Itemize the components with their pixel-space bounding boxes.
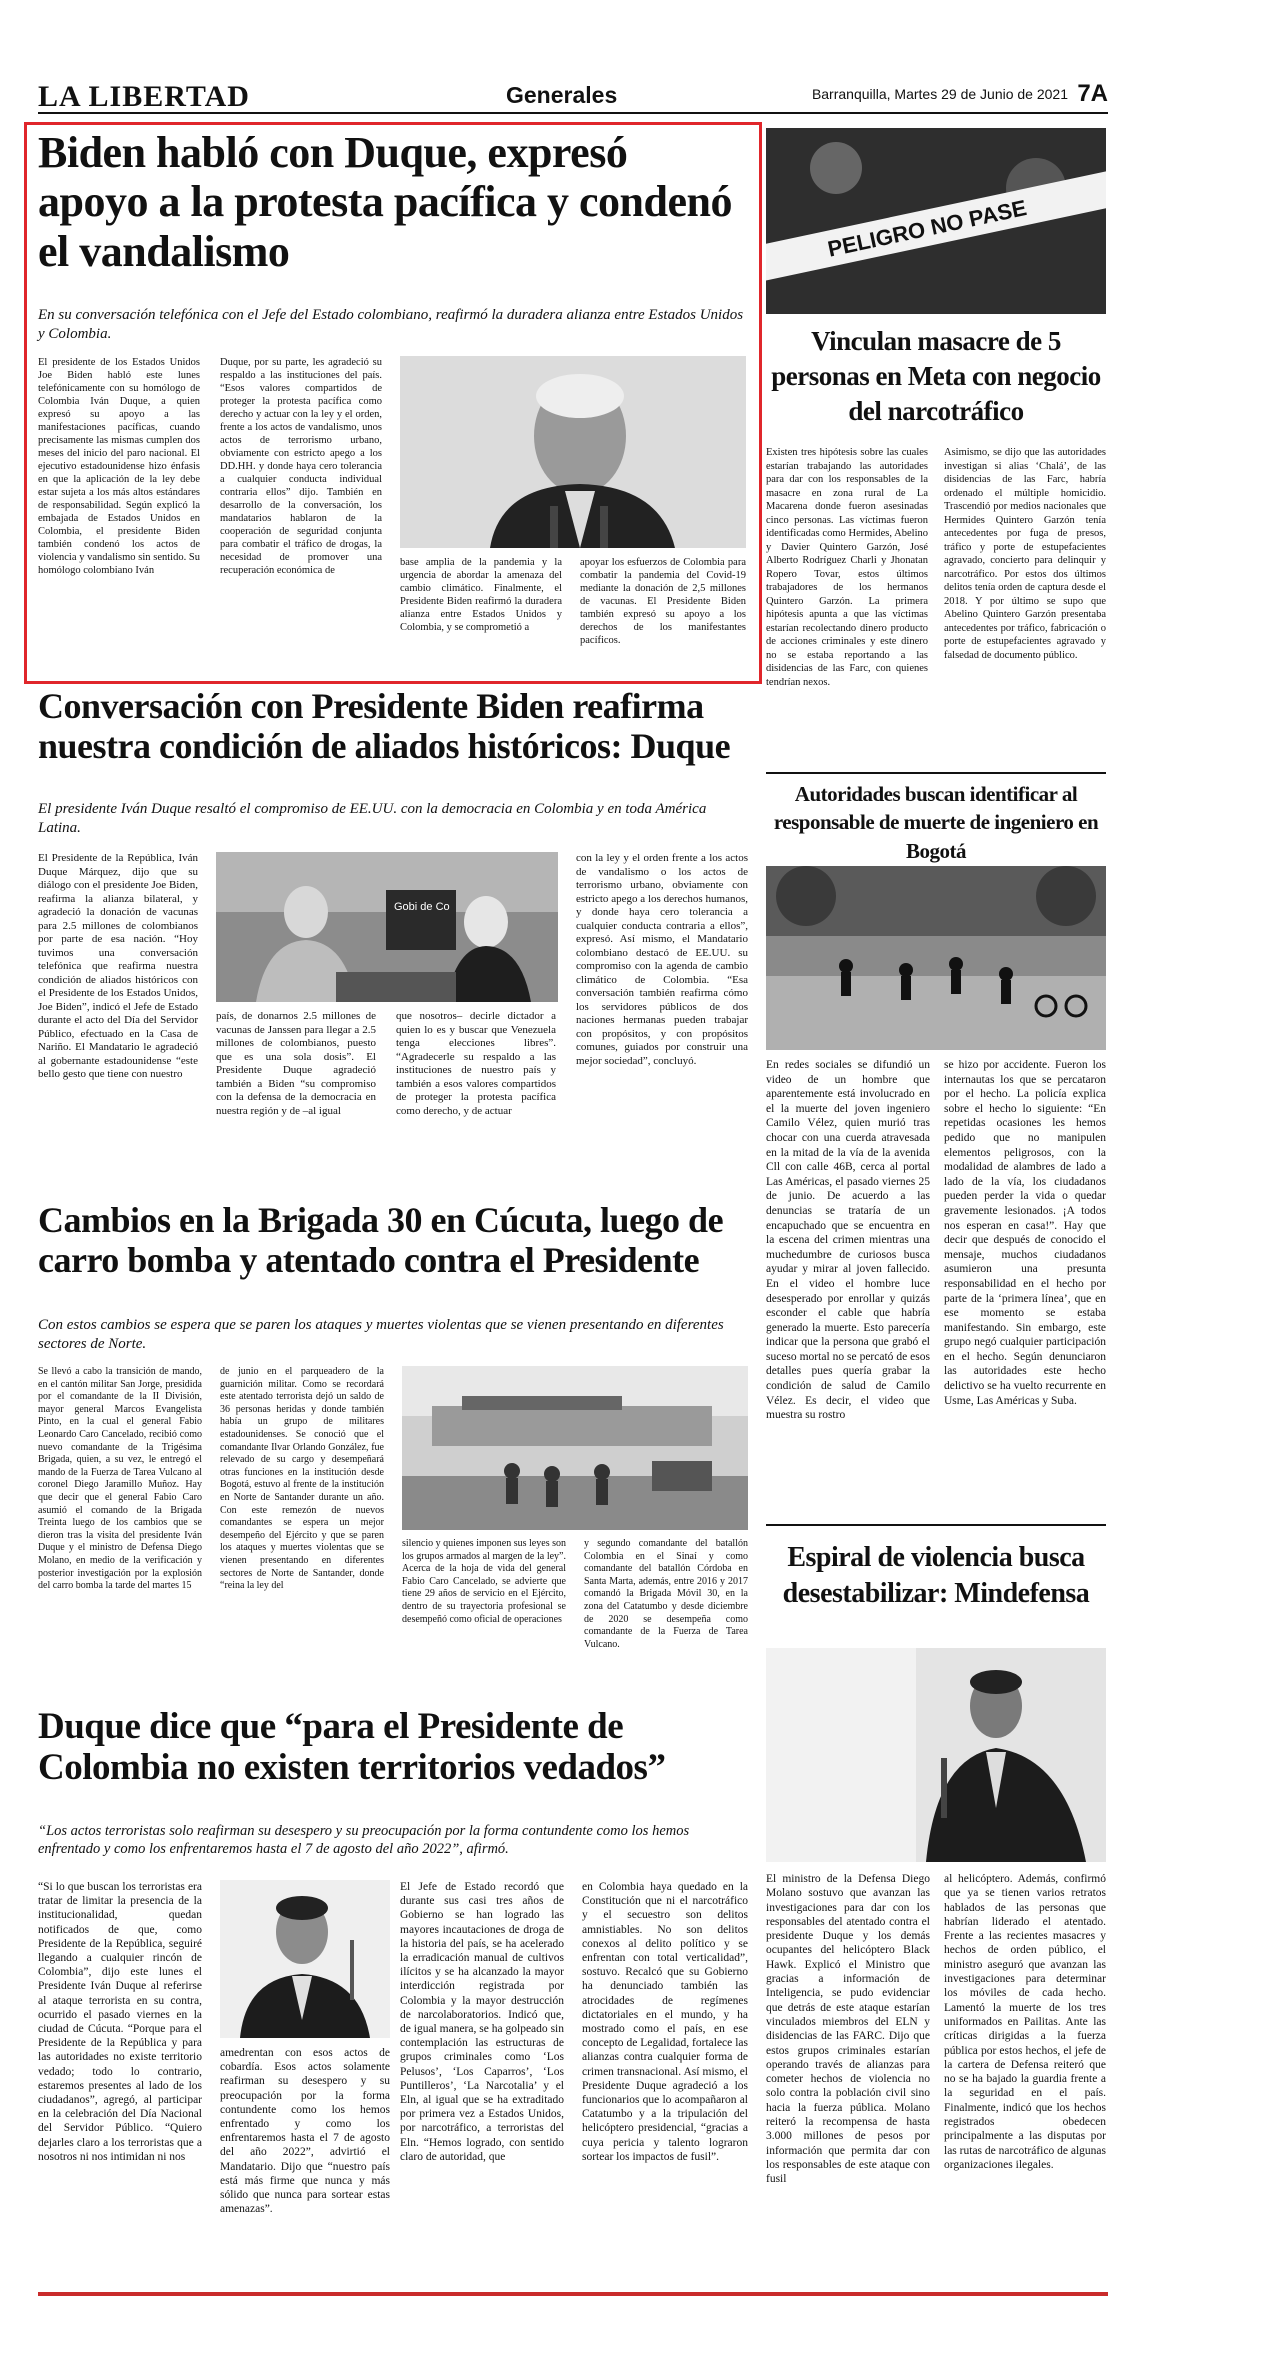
photo-biden	[400, 356, 746, 548]
issue-date: Barranquilla, Martes 29 de Junio de 2021	[811, 86, 1068, 102]
bottom-rule	[38, 2292, 1108, 2296]
body-territorios-col4: en Colombia haya quedado en la Constitución que ni el narcotráfico y el secuestro son delitos amnistiables. No son delitos conexos al delito político y se enfrentan con total verticalidad”, sostuvo. Recalcó que su Gobierno ha denunciado también las atrocidades de regímenes dictatoriales en el mundo, y ha mostrado como el país, en ese concepto de Legalidad, fortalece las alianzas contra cualquier forma de crimen transnacional. Así mismo, el Presidente Duque agradeció a los funcionarios que lo acompañaron al Catatumbo y a la tripulación del helicóptero presidencial, “gracias a cuya pericia y talento lograron sortear los impactos de fusil”.	[582, 1881, 748, 2163]
headline-biden: Biden habló con Duque, expresó apoyo a la protesta pacífica y condenó el vandalismo	[38, 128, 732, 276]
body-masacre-col2: Asimismo, se dijo que las autoridades investigan si alias ‘Chalá’, de las disidencias de las Farc, habría ordenado el múltiple homicidio. Trascendió por medios nacionales que Hermides Quintero Garzón tenía antecedentes por fuga de presos, tráfico y porte de estupefacientes agravado, concierto para delinquir y narcotráfico. Por estos dos últimos delitos tenía orden de captura desde el 2018. Y por último se supo que Abelino Quintero Garzón presentaba antecedentes por tráfico, fabricación o porte de estupefacientes agravado y falsedad de documento público.	[944, 447, 1106, 661]
photo-aliados	[216, 852, 558, 1002]
page-number: 7A	[1077, 80, 1108, 107]
street-crowd-image	[766, 866, 1106, 1050]
deck-aliados: El presidente Iván Duque resaltó el compromiso de EE.UU. con la democracia en Colombia y en toda América Latina.	[38, 801, 707, 836]
body-brigada-col1: Se llevó a cabo la transición de mando, en el cantón militar San Jorge, presidida por el comandante de la II División, mayor general Marcos Evangelista Pinto, en la cual el general Fabio Leonardo Caro Cancelado, recibió como nuevo comandante de la Trigésima Brigada, quien, a su vez, le entregó el mando de la Fuerza de Tarea Vulcano al coronel Diego Jaramillo Muñoz. Hay que decir que el general Fabio Caro asumió el comando de la Brigada Treinta luego de los cambios que se dieron tras la visita del presidente Iván Duque y el ministro de Defensa Diego Molano, en medio de la verificación y posterior investigación por la explosión del carro bomba la tarde del martes 15	[38, 1366, 202, 1592]
body-aliados-col2: país, de donarnos 2.5 millones de vacunas de Janssen para llegar a 2.5 millones de colombianos, puesto que es una sola dosis”. El Presidente Duque agradeció también a Biden “su compromiso con la defensa de la democracia en nuestra región y de –al igual	[216, 1010, 376, 1117]
body-aliados-col3: que nosotros– decirle dictador a quien lo es y buscar que Venezuela tenga elecciones libres”. “Agradecerle su respaldo a las instituciones de nuestro país y también a esos valores compartidos de proteger la protesta pacífica como derecho, y de actuar	[396, 1010, 556, 1117]
deck-brigada: Con estos cambios se espera que se paren los ataques y muertes violentas que se vienen presentando en diferentes sectores de Norte.	[38, 1317, 724, 1352]
body-territorios-col3: El Jefe de Estado recordó que durante sus casi tres años de Gobierno se han logrado las mayores incautaciones de droga de la historia del país, se ha acelerado la erradicación manual de cultivos ilícitos y se ha alcanzado la mayor interdicción registrada por Colombia y la mayor destrucción de narcolaboratorios. Indicó que, de igual manera, se ha golpeado sin contemplación las estructuras de grupos criminales como ‘Los Pelusos’, ‘Los Caparros’, ‘Los Puntilleros’, ‘La Narcotalia’ y el Eln, al igual que se ha extraditado por primera vez a Estados Unidos, por narcotráfico, a terroristas del Eln. “Hemos logrado, con sentido claro de autoridad, que	[400, 1881, 564, 2163]
headline-masacre: Vinculan masacre de 5 personas en Meta con negocio del narcotráfico	[771, 326, 1101, 427]
headline-brigada: Cambios en la Brigada 30 en Cúcuta, luego de carro bomba y atentado contra el Presidente	[38, 1200, 724, 1281]
body-territorios-col1: “Si lo que buscan los terroristas era tratar de limitar la presencia de la institucionalidad, quedan notificados de que, como Presidente de la República, seguiré llegando a cualquier rincón de Colombia”, dijo este lunes el Presidente Iván Duque al referirse al ataque terrorista en su contra, ocurrido el pasado viernes en la ciudad de Cúcuta. “Porque para el Presidente de la República y para las autoridades no existe territorio vedado; todo lo contrario, estaremos presentes al lado de los ciudadanos”, agregó, al participar en la celebración del Día Nacional del Servidor Público. “Quiero dejarles claro a los terroristas que a nosotros ni nos intimidan ni nos	[38, 1881, 202, 2163]
headline-mindefensa: Espiral de violencia busca desestabilizar: Mindefensa	[782, 1542, 1090, 1610]
section-name: Generales	[506, 82, 618, 108]
body-ingeniero-col2: se hizo por accidente. Fueron los internautas los que se percataron por el hecho. La policía explica sobre el hecho lo siguiente: “En repetidas ocasiones les hemos pedido que no manipulen elementos peligrosos, con la modalidad de alambres de lado a lado de la vía, los ciudadanos pueden perder la vida o quedar gravemente lesionados. ¡A todos nos esperan en casa!”. Hay que decir que después de conocido el mensaje, muchos ciudadanos asumieron una presunta responsabilidad en el hecho por parte de la ‘primera línea’, que en ese momento se estaba manifestando. Sin embargo, este grupo negó cualquier participación en el hecho. Según denunciaron las autoridades este hecho delictivo se ha vuelto recurrente en Usme, Las Américas y Suba.	[944, 1059, 1106, 1407]
body-mindefensa-col2: al helicóptero. Además, confirmó que ya se tienen varios retratos hablados de las personas que habrían liderado el atentado. Frente a las recientes masacres y hechos de orden público, el ministro aseguró que avanzan las investigaciones para determinar los móviles de cada hecho. Lamentó la muerte de los tres uniformados en Pailitas. Ante las críticas dirigidas a la fuerza pública por estos hechos, el jefe de la cartera de Defensa reiteró que no se ha bajado la guardia frente a la seguridad en el país. Finalmente, indicó que los hechos registrados obedecen principalmente a las disputas por las rutas de narcotráfico de algunas organizaciones ilegales.	[944, 1873, 1106, 2171]
masthead	[38, 78, 1108, 114]
divider-2	[766, 1524, 1106, 1526]
body-biden-col4: apoyar los esfuerzos de Colombia para combatir la pandemia del Covid-19 mediante la donación de 2,5 millones de vacunas. El Presidente Biden también expresó su apoyo a los derechos de los manifestantes pacíficos.	[580, 557, 746, 646]
photo-brigada	[402, 1366, 748, 1530]
deck-biden: En su conversación telefónica con el Jefe del Estado colombiano, reafirmó la duradera alianza entre Estados Unidos y Colombia.	[38, 307, 744, 342]
photo-mindefensa	[766, 1648, 1106, 1862]
tape-text: PELIGRO NO PASE	[825, 195, 1029, 262]
molano-portrait-image	[766, 1648, 1106, 1862]
body-biden-col1: El presidente de los Estados Unidos Joe Biden habló este lunes telefónicamente con su homólogo de Colombia Iván Duque, a quien expresó su apoyo a las manifestaciones pacíficas, cuando precisamente las mismas cumplen dos meses del inicio del paro nacional. El ejecutivo estadounidense hizo énfasis en que la aplicación de la ley debe estar sujeta a los más altos estándares de responsabilidad. Según explicó la embajada de Estados Unidos en Colombia, el presidente Biden también condenó los actos de violencia y vandalismo sin sentido. Su homólogo colombiano Iván	[38, 357, 200, 576]
body-ingeniero-col1: En redes sociales se difundió un video de un hombre que aparentemente está involucrado en el la muerte del joven ingeniero Camilo Vélez, quien murió tras chocar con una cuerda atravesada en la mitad de la vía de la avenida Cll con calle 46B, cerca al portal Las Américas, el pasado viernes 25 de junio. De acuerdo a las denuncias se trataría de un encapuchado que se encuentra en la escena del crimen mientras una muchedumbre de curiosos busca ayudar y mirar al joven fallecido. En el video el hombre luce desesperado por enrollar y quizás esconder el cable que habría generado la muerte. Esto parecería indicar que la persona que grabó el suceso mortal no se percató de esos detalles pues quería grabar la condición de salud de Camilo Vélez. Es decir, el video que muestra su rostro	[766, 1059, 930, 1422]
body-biden-col3: base amplia de la pandemia y la urgencia de abordar la amenaza del cambio climático. Finalmente, el Presidente Biden reafirmó la duradera alianza entre Estados Unidos y Colombia, y se comprometió a	[400, 557, 562, 633]
body-aliados-col4: con la ley y el orden frente a los actos de vandalismo o los actos de terrorismo urbano, obviamente con estricto apego a los derechos humanos, y donde haya cero tolerancia a cualquier conducta contraria a ellos”, expresó. Así mismo, el Mandatario colombiano destacó de EE.UU. su compromiso con la agenda de cambio climático de Colombia. “Esa conversación también reafirma cómo los servidores públicos de dos naciones hermanas pueden trabajar con propósitos, y con propósitos comunes, guiados por construir una mejor sociedad”, concluyó.	[576, 852, 748, 1067]
photo-ingeniero	[766, 866, 1106, 1050]
photo-caption-text: Gobi de Co	[394, 901, 450, 913]
photo-duque	[220, 1880, 390, 2038]
paper-name: LA LIBERTAD	[38, 80, 250, 113]
body-mindefensa-col1: El ministro de la Defensa Diego Molano sostuvo que avanzan las investigaciones para dar con los responsables del atentado contra el presidente Duque y los demás ocupantes del helicóptero Black Hawk. Explicó el Ministro que gracias a información de Inteligencia, se pudo evidenciar que detrás de este ataque estarían vinculados miembros del ELN y disidencias de las FARC. Dijo que estos grupos criminales estarían operando través de alianzas para cometer hechos de violencia no solo contra la población civil sino hacia la fuerza pública. Molano reiteró la recompensa de hasta 3.000 millones de pesos por información que permita dar con los responsables de este ataque con fusil	[766, 1873, 930, 2186]
body-brigada-col2: de junio en el parqueadero de la guarnición militar. Como se recordará este atentado terrorista dejó un saldo de 36 personas heridas y donde también había un grupo de militares estadounidenses. Se conoció que el comandante Ilvar Orlando González, fue relevado de su cargo y desempeñará otras funciones en la institución desde Bogotá, estuvo al frente de la institución en Norte de Santander durante un año. Con este remezón de nuevos comandantes se espera un mejor desempeño del Ejército y que se paren los ataques y muertes violentas que se vienen presentando en diferentes sectores de Norte de Santander, donde “reina la ley del	[220, 1366, 384, 1592]
headline-ingeniero: Autoridades buscan identificar al responsable de muerte de ingeniero en Bogotá	[773, 782, 1099, 863]
headline-aliados: Conversación con Presidente Biden reafirma nuestra condición de aliados históricos: Duque	[38, 686, 731, 767]
military-base-image	[402, 1366, 748, 1530]
biden-portrait-image	[400, 356, 746, 548]
deck-territorios: “Los actos terroristas solo reafirman su desespero y su preocupación por la forma contundente como los hemos enfrentado y como los enfrentaremos hasta el 7 de agosto del año 2022”, afirmó.	[38, 1823, 690, 1858]
body-territorios-col2: amedrentan con esos actos de cobardía. Esos actos solamente reafirman su desespero y su preocupación por la forma contundente como los hemos enfrentado y como los enfrentaremos hasta el 7 de agosto del año 2022”, advirtió el Mandatario. Dijo que “nuestro país está más firme que nunca y más sólido que nunca para sortear estas amenazas”.	[220, 2047, 390, 2216]
duque-videocall-image	[216, 852, 558, 1002]
body-masacre-col1: Existen tres hipótesis sobre las cuales estarían trabajando las autoridades para dar con los responsables de la masacre en zona rural de La Macarena donde fueron asesinadas cinco personas. Las víctimas fueron identificadas como Hermides, Abelino y Davier Quintero Garzón, José Alberto Rodríguez Charli y Jhonatan Ropero Tovar, estos últimos trabajadores de los hermanos Quintero Garzón. La primera hipótesis apunta a que las víctimas estarían recolectando dinero producto de acciones criminales y este dinero no se estaba reportando a las disidencias de las Farc, con quienes tendrían nexos.	[766, 447, 928, 688]
body-brigada-col3: silencio y quienes imponen sus leyes son los grupos armados al margen de la ley”. Acerca de la hoja de vida del general Fabio Caro Cancelado, se advierte que tiene 29 años de servicio en el Ejército, dentro de su trayectoria profesional se desempeñó como oficial de operaciones	[402, 1538, 566, 1625]
divider-1	[766, 772, 1106, 774]
photo-police-tape	[766, 128, 1106, 314]
headline-territorios: Duque dice que “para el Presidente de Colombia no existen territorios vedados”	[38, 1706, 666, 1789]
body-biden-col2: Duque, por su parte, les agradeció su respaldo a las instituciones del país. “Esos valores compartidos de proteger la protesta pacífica como derecho y actuar con la ley y el orden, frente a los actos de vandalismo, unos actos de terrorismo urbano, obviamente con estricto apego a los DD.HH. y donde haya cero tolerancia a cualquier conducta individual contraria ellos” dijo. También en desarrollo de la conversación, los mandatarios hablaron de la cooperación de seguridad conjunta para combatir el tráfico de drogas, la necesidad de promover una recuperación económica de	[220, 357, 382, 576]
duque-portrait-image	[220, 1880, 390, 2038]
body-brigada-col4: y segundo comandante del batallón Colombia en el Sinaí y como comandante del batallón Córdoba en Santa Marta, además, entre 2016 y 2017 comandó la Brigada Móvil 30, en la zona del Catatumbo y desde diciembre de 2020 se desempeña como comandante de la Fuerza de Tarea Vulcano.	[584, 1538, 748, 1650]
police-tape-image	[766, 128, 1106, 314]
body-aliados-col1: El Presidente de la República, Iván Duque Márquez, dijo que su diálogo con el presidente Joe Biden, reafirma la alianza bilateral, y agradeció la donación de vacunas para 2.5 millones de colombianos por parte de esa nación. “Hoy tuvimos una conversación telefónica que reafirma nuestra condición de aliados históricos con el Presidente de los Estados Unidos, Joe Biden”, indicó el Jefe de Estado durante el acto del Día del Servidor Público, efectuado en la Casa de Nariño. El Mandatario le agradeció al gobernante estadounidense “este bello gesto que tiene con nuestro	[38, 852, 198, 1080]
